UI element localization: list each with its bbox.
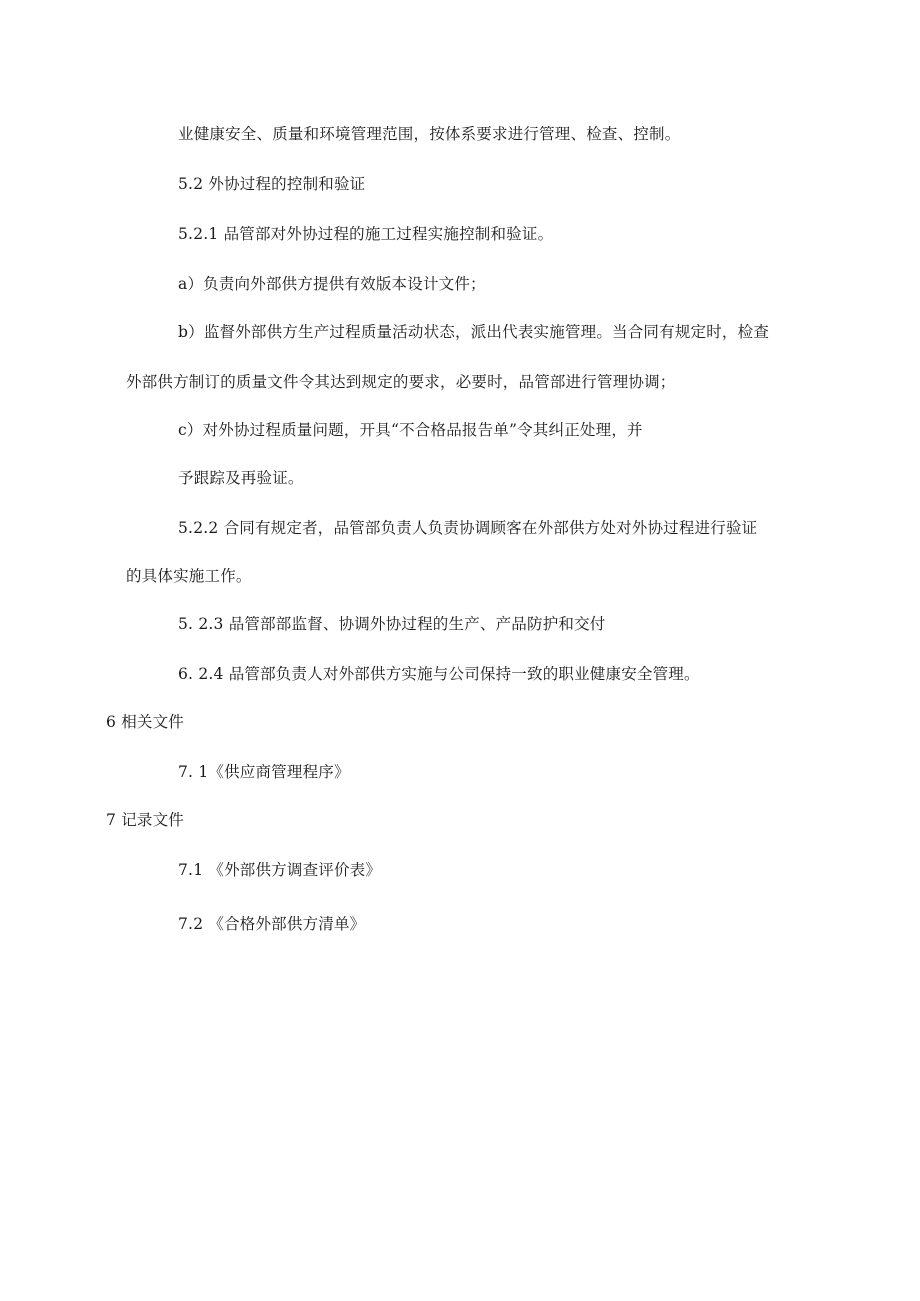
item-c: c）对外协过程质量问题，开具“不合格品报告单”令其纠正处理，并 — [178, 421, 643, 439]
paragraph-continuation: 业健康安全、质量和环境管理范围，按体系要求进行管理、检查、控制。 — [178, 125, 681, 143]
clause-5-2-3: 5. 2.3 品管部部监督、协调外协过程的生产、产品防护和交付 — [178, 615, 606, 633]
item-a: a）负责向外部供方提供有效版本设计文件； — [178, 275, 486, 293]
record-7-1: 7.1 《外部供方调查评价表》 — [178, 861, 382, 879]
related-document-7-1: 7. 1《供应商管理程序》 — [178, 763, 350, 781]
item-b-continuation: 外部供方制订的质量文件令其达到规定的要求，必要时，品管部进行管理协调； — [126, 373, 676, 391]
clause-5-2-2-continuation: 的具体实施工作。 — [126, 567, 252, 585]
section-heading-5-2: 5.2 外协过程的控制和验证 — [178, 175, 366, 193]
clause-5-2-2: 5.2.2 合同有规定者，品管部负责人负责协调顾客在外部供方处对外协过程进行验证 — [178, 519, 758, 537]
section-heading-7: 7 记录文件 — [106, 811, 184, 829]
clause-5-2-1: 5.2.1 品管部对外协过程的施工过程实施控制和验证。 — [178, 225, 554, 243]
clause-6-2-4: 6. 2.4 品管部负责人对外部供方实施与公司保持一致的职业健康安全管理。 — [178, 665, 700, 683]
record-7-2: 7.2 《合格外部供方清单》 — [178, 915, 366, 933]
item-b: b）监督外部供方生产过程质量活动状态，派出代表实施管理。当合同有规定时，检查 — [178, 323, 770, 341]
item-c-continuation: 予跟踪及再验证。 — [178, 469, 304, 487]
section-heading-6: 6 相关文件 — [106, 713, 184, 731]
